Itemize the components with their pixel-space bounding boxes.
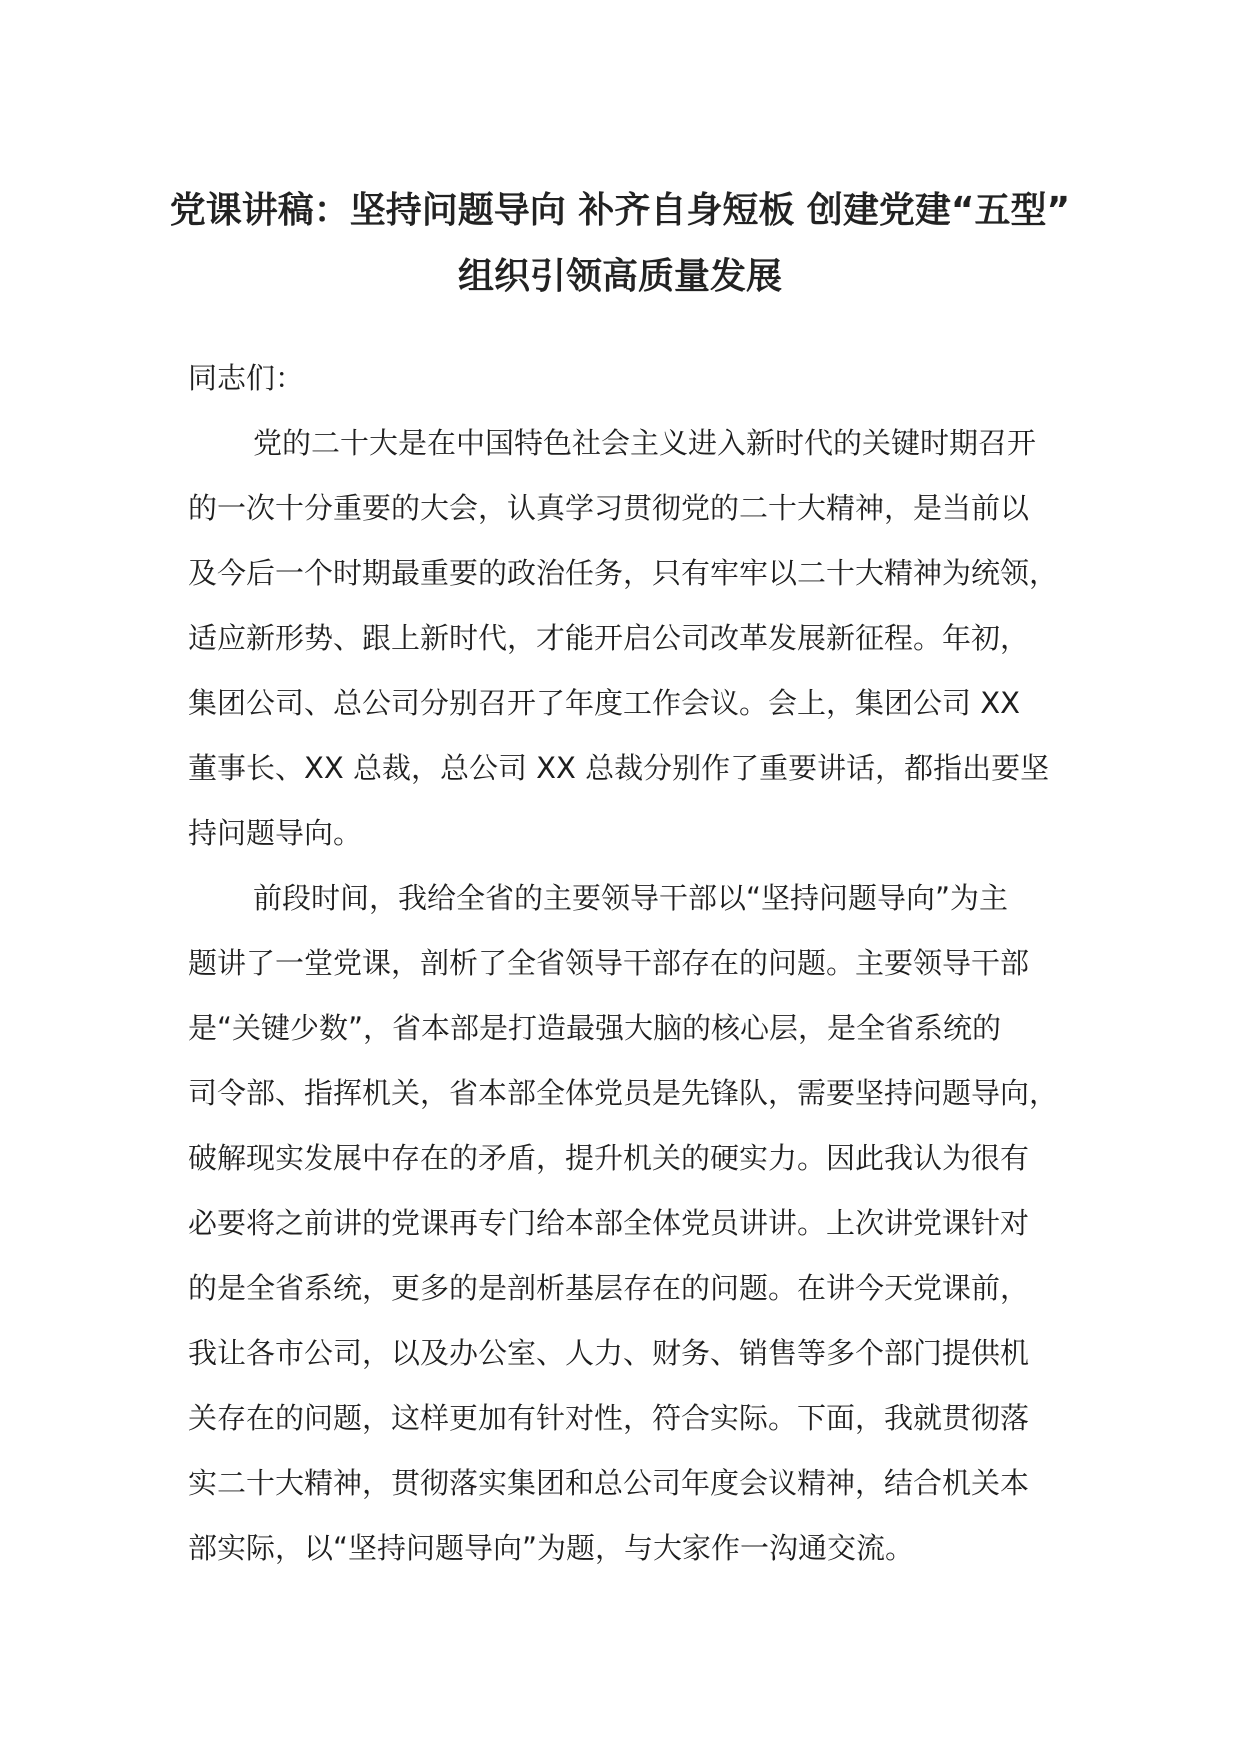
paragraph-line: 必要将之前讲的党课再专门给本部全体党员讲讲。上次讲党课针对 — [188, 1206, 1030, 1240]
paragraph-line: 是“关键少数”，省本部是打造最强大脑的核心层，是全省系统的 — [188, 1011, 1002, 1045]
paragraph-2 — [188, 866, 1068, 1581]
paragraph-line: 题讲了一堂党课，剖析了全省领导干部存在的问题。主要领导干部 — [188, 946, 1030, 980]
paragraph-line: 的是全省系统，更多的是剖析基层存在的问题。在讲今天党课前， — [188, 1271, 1030, 1305]
paragraph-line: 关存在的问题，这样更加有针对性，符合实际。下面，我就贯彻落 — [188, 1401, 1030, 1435]
paragraph-line: 集团公司、总公司分别召开了年度工作会议。会上，集团公司 XX — [188, 686, 1020, 720]
paragraph-line: 党的二十大是在中国特色社会主义进入新时代的关键时期召开 — [253, 426, 1037, 460]
paragraph-line: 司令部、指挥机关，省本部全体党员是先锋队，需要坚持问题导向， — [188, 1076, 1059, 1110]
paragraph-line: 前段时间，我给全省的主要领导干部以“坚持问题导向”为主 — [253, 881, 1009, 915]
title-line-1: 党课讲稿：坚持问题导向 补齐自身短板 创建党建“五型” — [169, 190, 1071, 231]
paragraph-line: 持问题导向。 — [188, 816, 363, 850]
paragraph-line: 董事长、XX 总裁，总公司 XX 总裁分别作了重要讲话，都指出要坚 — [188, 751, 1050, 785]
paragraph-line: 及今后一个时期最重要的政治任务，只有牢牢以二十大精神为统领， — [188, 556, 1059, 590]
salutation: 同志们： — [188, 361, 305, 395]
paragraph-line: 适应新形势、跟上新时代，才能开启公司改革发展新征程。年初， — [188, 621, 1030, 655]
paragraph-line: 实二十大精神，贯彻落实集团和总公司年度会议精神，结合机关本 — [188, 1466, 1030, 1500]
title-line-2: 组织引领高质量发展 — [457, 256, 782, 297]
document-title — [150, 178, 1090, 310]
paragraph-1 — [188, 411, 1068, 866]
paragraph-line: 的一次十分重要的大会，认真学习贯彻党的二十大精神，是当前以 — [188, 491, 1030, 525]
paragraph-line: 破解现实发展中存在的矛盾，提升机关的硬实力。因此我认为很有 — [188, 1141, 1030, 1175]
paragraph-line: 部实际，以“坚持问题导向”为题，与大家作一沟通交流。 — [188, 1531, 915, 1565]
document-body — [188, 346, 1068, 1581]
paragraph-line: 我让各市公司，以及办公室、人力、财务、销售等多个部门提供机 — [188, 1336, 1030, 1370]
